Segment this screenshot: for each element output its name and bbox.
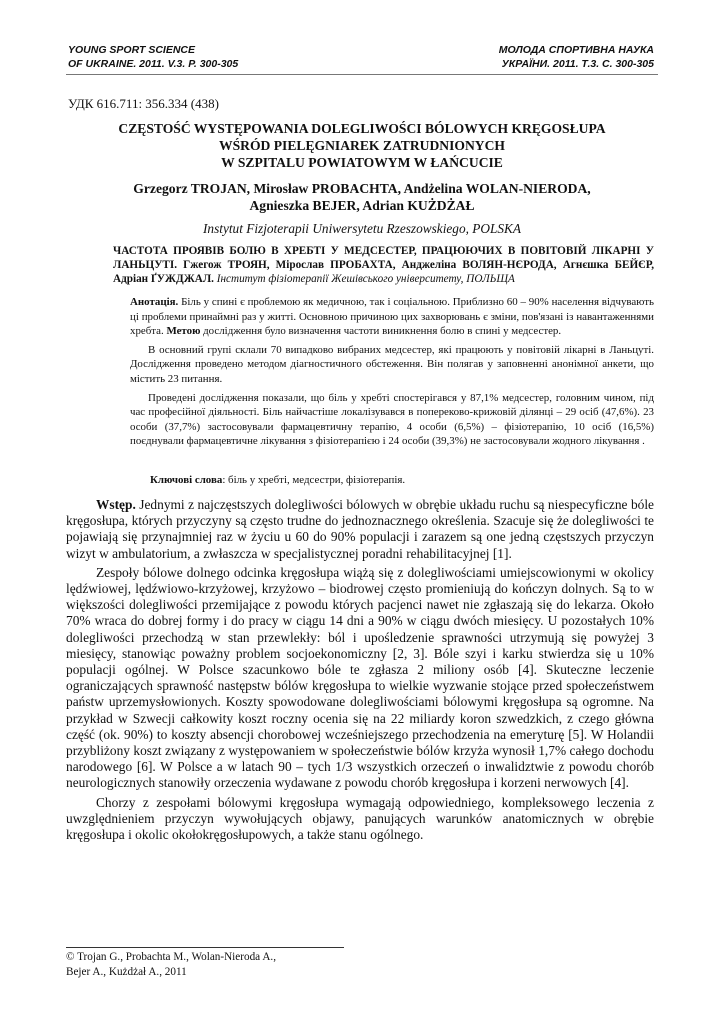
body-text: Jednymi z najczęstszych dolegliwości bólowych w obrębie układu ruchu są niespecyficzne bóle kręgosłupa, których przyczyny są często trudne do jednoznacznego określenia. Szacuje się że dolegliwości te pojawiają się przynajmniej raz w życiu u 60 do 90% populacji i zarazem są one jedną częstszych przyczyn wizyt w ambulatorium, a zwłaszcza w specjalistycznej poradni rehabilitacyjnej [1]. [66,497,654,561]
main-text [66,497,654,846]
author-list [60,180,664,214]
journal-name-en: YOUNG SPORT SCIENCE [68,44,195,56]
abstract-paragraph: Проведені дослідження показали, що біль у хребті спостерігався у 87,1% медсестер, головним чином, під час професійної діяльності. Біль найчастіше локалізувався в попереково-крижовій ділянці – 29 осіб (47,6%). 23 особи (37,7%) застосовували фармацевтичну терапію, 4 особи (6,5%) – фізіотерапію, 10 осіб (16,5%) поєднували фармацевтичне лікування з фізіотерапією і 24 особи (39,3%) не застосовували жодного лікування . [130,391,654,448]
header-divider [66,74,658,75]
title-line: W SZPITALU POWIATOWYM W ŁAŃCUCIE [221,155,503,170]
paper-title [60,120,664,171]
authors-line: Agnieszka BEJER, Adrian KUŻDŻAŁ [249,198,475,213]
authors-line: Grzegorz TROJAN, Mirosław PROBACHTA, Andżelina WOLAN-NIERODA, [133,181,591,196]
title-line: WŚRÓD PIELĘGNIAREK ZATRUDNIONYCH [218,138,505,153]
copyright-footnote [66,950,276,980]
journal-header-left [68,43,238,71]
keywords-label: Ключові слова [150,474,223,486]
abstract-paragraph: В основний групі склали 70 випадково вибраних медсестер, які працюють у повітовій лікарні в Ланьцуті. Дослідження проведено методом діагностичного обстеження. Він полягав у заповненні анонімної анкети, що містить 23 питання. [130,343,654,385]
journal-citation-ua: УКРАЇНИ. 2011. Т.3. С. 300-305 [501,58,654,70]
title-line: CZĘSTOŚĆ WYSTĘPOWANIA DOLEGLIWOŚCI BÓLOWYCH KRĘGOSŁUPA [118,121,606,136]
footnote-divider [66,947,344,948]
body-paragraph: Zespoły bólowe dolnego odcinka kręgosłupa wiążą się z dolegliwościami umiejscowionymi w okolicy lędźwiowej, lędźwiowo-krzyżowej, krzyżowo – biodrowej często promieniują do kończyn dolnych. Są to w większości dolegliwości przemijające z powodu których pacjenci nawet nie zgłaszają się do lekarza. Około 70% wraca do dobrej formy i do pracy w ciągu 14 dni a 90% w ciągu dwóch miesięcy. U pozostałych 10% dolegliwości przechodzą w stan przewlekły: ból i upośledzenie sprawności utrzymują się powyżej 3 miesięcy, stanowiąc poważny problem socjoekonomiczny [2, 3]. Bóle szyi i karku stwierdza się u 10% populacji ogólnej. W Polsce szacunkowo bóle te zgłasza 2 miliony osób [4]. Skuteczne leczenie ograniczających sprawność następstw bólów kręgosłupa to wielkie wyzwanie stojące przed społeczeństwem państw uprzemysłowionych. Koszty spowodowane dolegliwościami bólowymi kręgosłupa są ogromne. Na przykład w Szwecji całkowity koszt roczny ocenia się na 22 miliardy koron szwedzkich, z czego główna część (ok. 90%) to koszty absencji chorobowej wcześniejszego przechodzenia na emeryturę [5]. W Holandii przybliżony koszt związany z występowaniem w społeczeństwie bólów krzyża wynosił 1,7% całego dochodu narodowego [6]. W Polsce a w latach 90 – tych 1/3 wszystkich orzeczeń o inwalidztwie z powodu chorób neurologicznych stanowiły orzeczenia wydawane z powodu chorób kręgosłupa i korzeni nerwowych [4]. [66,564,654,791]
footnote-line: © Trojan G., Probachta M., Wolan-Nieroda A., [66,951,276,963]
journal-header-right [499,43,654,71]
abstract [130,295,654,453]
journal-citation-en: OF UKRAINE. 2011. V.3. P. 300-305 [68,58,239,70]
keywords [150,474,654,486]
abstract-text: Біль у спині є проблемою як медичною, так і соціальною. Приблизно 60 – 90% населення відчувають ці проблеми принаймні раз у житті. Основною причиною цих захворювань є зміни, пов'язані із навантаженнями хребта. [130,296,654,338]
affiliation: Instytut Fizjoterapii Uniwersytetu Rzeszowskiego, POLSKA [203,221,521,236]
body-paragraph [66,497,654,562]
body-paragraph: Chorzy z zespołami bólowymi kręgosłupa wymagają odpowiedniego, kompleksowego leczenia z uwzględnieniem przyczyn wywołujących objawy, panujących warunków anatomicznych w obrębie kręgosłupa i okolic okołokręgosłupowych, a także stanu ogólnego. [66,794,654,843]
section-lead: Wstęp. [96,497,136,512]
abstract-text: дослідження було визначення частоти виникнення болю в спині у медсестер. [203,325,562,338]
abstract-label: Анотація. [130,296,179,308]
footnote-line: Bejer A., Kużdżał A., 2011 [66,966,187,978]
abstract-paragraph [130,295,654,339]
abstract-method-label: Метою [166,325,201,338]
ukrainian-title-block [113,244,654,286]
ukrainian-title: ЧАСТОТА ПРОЯВІВ БОЛЮ В ХРЕБТІ У МЕДСЕСТЕР, ПРАЦЮЮЧИХ В ПОВІТОВІЙ ЛІКАРНІ У ЛАНЬЦУТІ. Гжегож ТРОЯН, Мірослав ПРОБАХТА, Анджеліна ВОЛЯН-НЄРОДА, Агнєшка БЕЙЄР, Адріан ҐУЖДЖАЛ. [113,245,654,285]
ukrainian-affiliation: Інститут фізіотерапії Жешівського університету, ПОЛЬЩА [216,273,515,285]
keywords-text: : біль у хребті, медсестри, фізіотерапія. [222,474,406,486]
journal-name-ua: МОЛОДА СПОРТИВНА НАУКА [498,44,654,56]
udk-code: УДК 616.711: 356.334 (438) [68,96,219,111]
